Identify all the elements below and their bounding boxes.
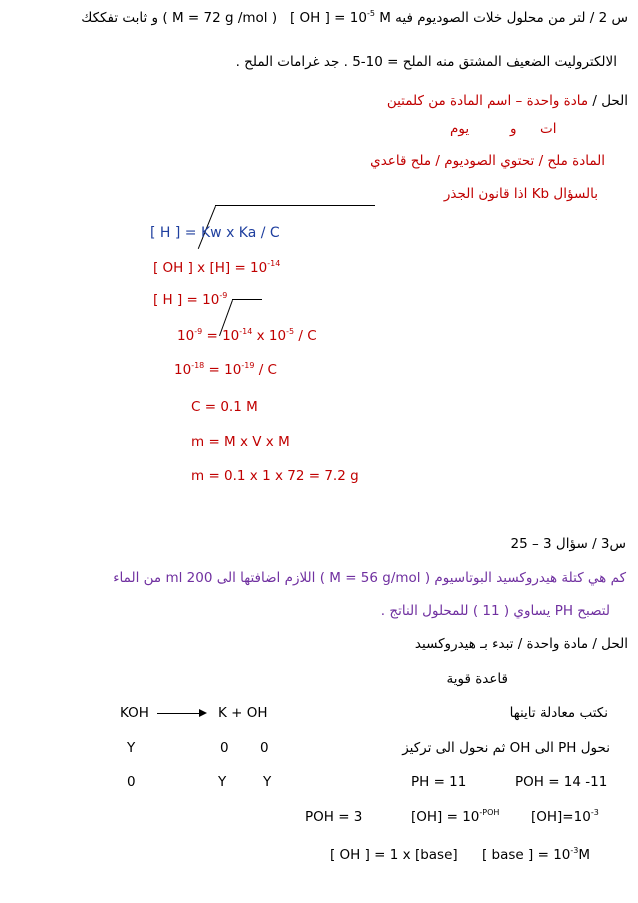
eq4-c-exp: -5 <box>286 327 295 336</box>
q2-oh-prefix: [ OH ] = 10 <box>289 10 367 26</box>
eq1: [ H ] = Kw x Ka / C <box>150 225 280 241</box>
word-yom: يوم <box>450 121 470 137</box>
oh-val-exp: -3 <box>590 808 599 817</box>
eq5 <box>174 361 277 379</box>
q2-title: س 2 / لتر من محلول خلات الصوديوم فيه <box>395 10 628 26</box>
ph-eq: PH = 11 <box>411 774 467 790</box>
q2-const-text: و ثابت تفككك <box>81 10 159 26</box>
eq5-a: 10 <box>174 362 192 378</box>
oh-val <box>531 808 599 826</box>
eq4 <box>177 327 317 345</box>
eq2-exp: -14 <box>267 259 281 268</box>
convert-text: نحول PH الى OH ثم نحول الى تركيز <box>402 740 610 756</box>
reaction-arrow <box>157 713 201 714</box>
solution2-heading-prefix: الحل / <box>588 93 628 109</box>
base-eq2-suffix: M <box>578 847 591 863</box>
strong-base: قاعدة قوية <box>446 671 508 687</box>
eq4-c: x 10 <box>252 328 287 344</box>
eq2 <box>153 259 280 277</box>
word-at: ات <box>540 121 557 137</box>
write-eq: نكتب معادلة تاينها <box>509 705 608 721</box>
poh-val: POH = 3 <box>305 809 363 825</box>
eq6: C = 0.1 M <box>191 399 258 415</box>
reaction-rhs: K + OH <box>218 705 268 721</box>
solution2-heading-body: مادة واحدة – اسم المادة من كلمتين <box>386 93 589 109</box>
oh-conc-prefix: [OH] = 10 <box>411 809 480 825</box>
eq5-c: / C <box>254 362 277 378</box>
word-wa: و <box>510 121 517 137</box>
solution3-heading: الحل / مادة واحدة / تبدء بـ هيدروكسيد <box>414 636 628 652</box>
q2-oh-expr <box>290 10 391 26</box>
reaction-arrow-head <box>199 709 207 717</box>
eq5-a-exp: -18 <box>191 361 205 370</box>
oh-val-prefix: [OH]=10 <box>531 809 591 825</box>
eq3-prefix: [ H ] = 10 <box>153 292 220 308</box>
eq5-b-exp: -19 <box>241 361 255 370</box>
row2-c: Y <box>263 774 272 790</box>
q2-line2: الالكتروليت الضعيف المشتق منه الملح = 10-5 . جد غرامات الملح . <box>235 54 617 70</box>
base-eq2-exp: -3 <box>570 846 579 855</box>
eq2-prefix: [ OH ] x [H] = 10 <box>153 260 268 276</box>
eq3-exp: -9 <box>219 291 228 300</box>
reaction-lhs: KOH <box>120 705 149 721</box>
base-eq2-prefix: [ base ] = 10 <box>482 847 571 863</box>
row2-b: Y <box>218 774 227 790</box>
solution2-heading <box>387 92 628 110</box>
row1-b: 0 <box>220 740 229 756</box>
oh-conc-exp: -POH <box>479 808 500 817</box>
eq4-b-exp: -14 <box>239 327 253 336</box>
q2-oh-exp: -5 <box>366 9 375 18</box>
eq4-a-exp: -9 <box>194 327 203 336</box>
row2-a: 0 <box>127 774 136 790</box>
base-eq1: [ OH ] = 1 x [base] <box>330 847 458 863</box>
eq5-b: = 10 <box>204 362 242 378</box>
eq7: m = M x V x M <box>191 434 290 450</box>
poh-eq: POH = 14 -11 <box>515 774 608 790</box>
oh-conc <box>411 808 499 826</box>
q2-title-line <box>81 9 628 27</box>
base-eq2 <box>482 846 590 864</box>
q3-title: س3 / سؤال 3 – 25 <box>510 536 626 552</box>
q2-m-expr: ( M = 72 g /mol ) <box>162 10 278 26</box>
eq4-a: 10 <box>177 328 195 344</box>
eq3 <box>153 291 227 309</box>
kb-line: بالسؤال Kb اذا قانون الجذر <box>443 186 598 202</box>
salt-line: المادة ملح / تحتوي الصوديوم / ملح قاعدي <box>370 153 605 169</box>
q2-oh-suffix: M <box>374 10 391 26</box>
sqrt-bar-eq4 <box>232 299 262 300</box>
q3-line2: لتصبح PH يساوي ( 11 ) للمحلول الناتج . <box>380 603 610 619</box>
q3-line1: كم هي كتلة هيدروكسيد البوتاسيوم ( M = 56 g/mol ) اللازم اضافتها الى 200 ml من الماء <box>113 570 626 586</box>
sqrt-bar-eq1 <box>215 205 375 206</box>
row1-c: 0 <box>260 740 269 756</box>
eq4-b: = 10 <box>202 328 240 344</box>
row1-a: Y <box>127 740 136 756</box>
eq4-d: / C <box>294 328 317 344</box>
eq8: m = 0.1 x 1 x 72 = 7.2 g <box>191 468 359 484</box>
